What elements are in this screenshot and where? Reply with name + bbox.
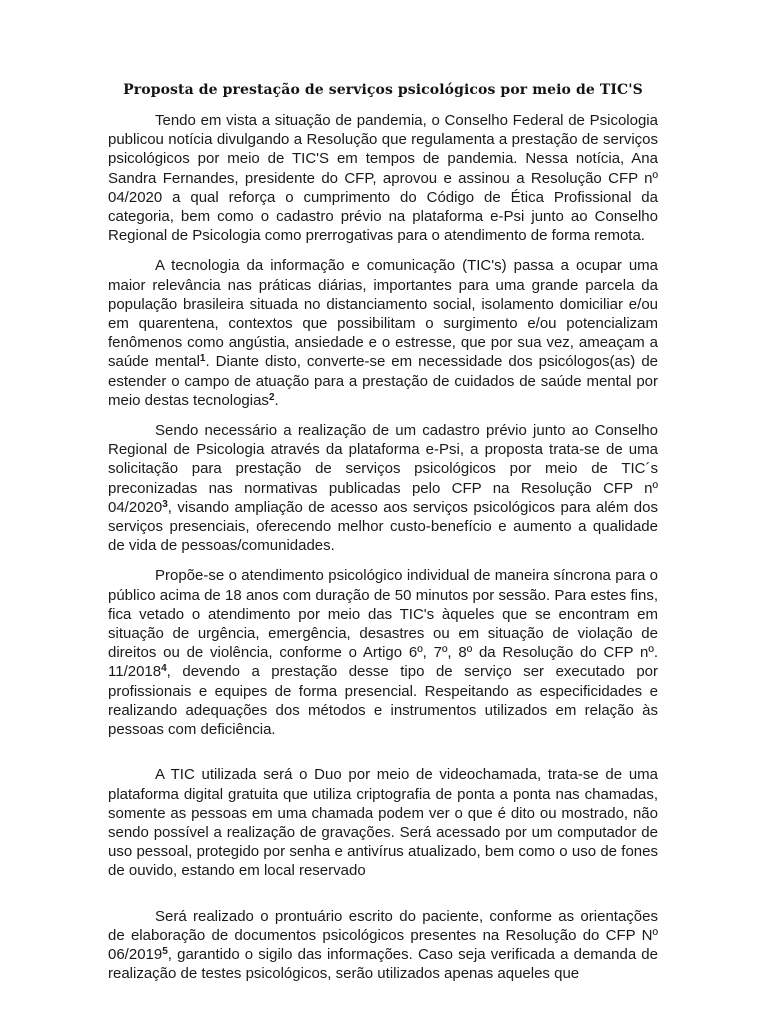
paragraph-text: , devendo a prestação desse tipo de serviço ser executado por profissionais e equipes de forma presencial. Respeitando as especificidades e realizando adequações dos métodos e instrumentos utilizados em relação às pessoas com deficiência. [108,663,658,739]
paragraph-text: Sendo necessário a realização de um cadastro prévio junto ao Conselho Regional de Psicologia através da plataforma e-Psi, a proposta trata-se de uma solicitação para prestação de serviços psicológicos por meio de TIC´s preconizadas nas normativas publicadas pelo CFP na Resolução CFP nº 04/2020 [108,422,658,516]
paragraph-1 [108,111,658,245]
footnote-ref-1: 1 [199,353,206,365]
footnote-ref-5: 5 [162,945,168,957]
paragraph-4 [108,566,658,739]
paragraph-2 [108,256,658,410]
paragraph-text: , garantido o sigilo das informações. Caso seja verificada a demanda de realização de testes psicológicos, serão utilizados apenas aqueles que [108,945,658,983]
paragraph-text: . Diante disto, converte-se em necessidade dos psicólogos(as) de estender o campo de atuação para a prestação de cuidados de saúde mental por meio destas tecnologias [108,353,659,409]
footnote-ref-4: 4 [161,663,167,675]
paragraph-text: Tendo em vista a situação de pandemia, o Conselho Federal de Psicologia publicou notícia divulgando a Resolução que regulamenta a prestação de serviços psicológicos por meio de TIC'S em tempos de pandemia. Nessa notícia, Ana Sandra Fernandes, presidente do CFP, aprovou e assinou a Resolução CFP nº 04/2020 a qual reforça o cumprimento do Código de Ética Profissional da categoria, bem como o cadastro prévio na plataforma e-Psi junto ao Conselho Regional de Psicologia como prerrogativas para o atendimento de forma remota. [108,112,658,245]
paragraph-text: Será realizado o prontuário escrito do paciente, conforme as orientações de elaboração de documentos psicológicos presentes na Resolução do CFP Nº 06/2019 [108,907,658,963]
paragraph-6 [108,907,658,984]
document-title: Proposta de prestação de serviços psicológicos por meio de TIC'S [123,82,643,98]
paragraph-3 [108,421,658,555]
paragraph-text: Propõe-se o atendimento psicológico individual de maneira síncrona para o público acima de 18 anos com duração de 50 minutos por sessão. Para estes fins, fica vetado o atendimento por meio das TIC's àqueles que se encontram em situação de urgência, emergência, desastres ou em situação de violação de direitos ou de violência, conforme o Artigo 6º, 7º, 8º da Resolução do CFP nº. 11/2018 [108,567,658,681]
paragraph-text: . [274,391,279,409]
paragraph-text: A tecnologia da informação e comunicação (TIC's) passa a ocupar uma maior relevância nas práticas diárias, importantes para uma grande parcela da população brasileira situada no distanciamento social, isolamento domiciliar e/ou em quarentena, contextos que possibilitam o surgimento e/ou potencializam fenômenos como angústia, ansiedade e o estresse, que por sua vez, ameaçam a saúde mental [108,257,658,371]
paragraph-text: A TIC utilizada será o Duo por meio de videochamada, trata-se de uma plataforma digital gratuita que utiliza criptografia de ponta a ponta nas chamadas, somente as pessoas em uma chamada podem ver o que é dito ou mostrado, não sendo possível a realização de gravações. Será acessado por um computador de uso pessoal, protegido por senha e antivírus atualizado, bem como o uso de fones de ouvido, estando em local reservado [108,766,658,880]
footnote-ref-2: 2 [268,391,275,403]
paragraph-5 [108,765,658,880]
paragraph-text: , visando ampliação de acesso aos serviços psicológicos para além dos serviços presenciais, oferecendo melhor custo-benefício e aumento a qualidade de vida de pessoas/comunidades. [108,498,658,555]
footnote-ref-3: 3 [162,498,168,510]
